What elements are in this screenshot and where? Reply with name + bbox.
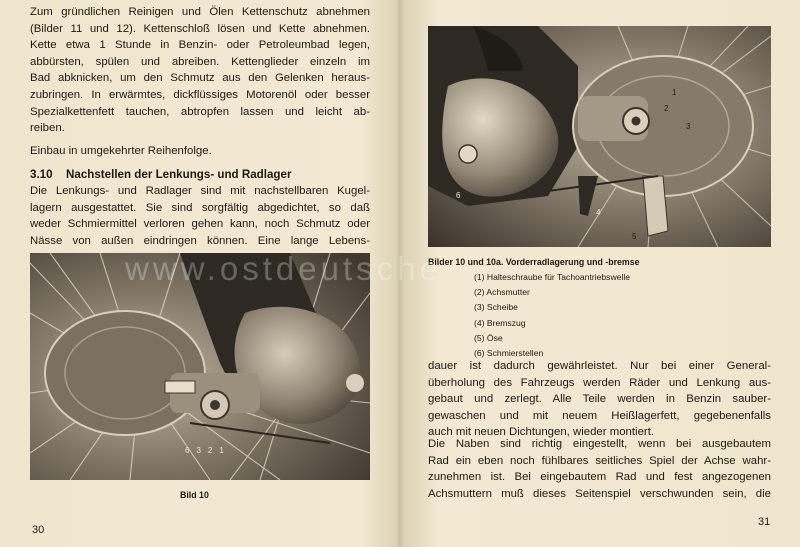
text-line: auch mit neuen Dichtungen, wieder montiert. [428,426,655,439]
callout-number: 4 [596,208,601,217]
right-page [402,0,800,547]
text-line: Die Naben sind richtig eingestellt, wenn bei ausgebautem [428,438,771,450]
page-number: 30 [32,524,45,536]
text-line: Einbau in umgekehrter Reihenfolge. [30,145,212,157]
page-number: 31 [758,516,771,528]
text-line: gebaut und zerlegt. Alle Teile werden in Benzin sauber- [428,393,771,406]
section-title: Nachstellen der Lenkungs- und Radlager [66,168,292,181]
text-line: abbürsten, spülen und abreiben. Kettenglieder einzeln im [30,55,370,68]
text-line: reiben. [30,122,65,135]
reassembly-note [30,143,370,160]
text-line: Zum gründlichen Reinigen und Ölen Kettenschutz abnehmen [30,6,370,18]
figure-legend [474,270,630,361]
text-line: Achsmuttern muß dieses Seitenspiel verschwunden sein, die [428,487,771,500]
hub-adjustment-paragraph [428,436,771,502]
figure-caption-title: Bilder 10 und 10a. Vorderradlagerung und -bremse [428,257,640,267]
section-number: 3.10 [30,168,53,181]
callout-number: 5 [632,232,637,241]
callout-number: 3 [686,122,691,131]
text-line: Kette etwa 1 Stunde in Benzin- oder Petroleumbad legen, [30,39,370,52]
callout-number: 2 [664,104,669,113]
callout-number: 3 [196,446,208,455]
text-line: Die Lenkungs- und Radlager sind mit nachstellbaren Kugel- [30,185,370,197]
text-line: Nässe von außen eindringen können. Eine lange Lebens- [30,234,370,247]
intro-paragraph [30,4,370,137]
legend-item: (2) Achsmutter [474,287,530,298]
front-brake-photo [428,26,771,247]
text-line: gewaschen und mit neuem Heißlagerfett, gegebenenfalls [428,409,771,422]
text-line: lagern ausgestattet. Sie sind sorgfältig abgedichtet, so daß [30,201,370,214]
left-page [0,0,398,547]
watermark: www.ostdeutsche [125,250,442,287]
callout-number: 2 [207,446,220,455]
section-paragraph [30,183,370,249]
text-line: Spezialkettenfett tauchen, abtropfen lassen und leicht ab- [30,105,370,118]
text-line: (Bilder 11 und 12). Kettenschloß lösen und Kette abnehmen. [30,22,370,35]
callout-number: 6 [456,191,461,200]
text-line: weder Schmiermittel verloren gehen kann, noch Schmutz oder [30,218,370,231]
callout-number: 6 [185,446,197,455]
legend-item: (1) Halteschraube für Tachoantriebswelle [474,272,631,282]
continuation-paragraph [428,358,771,441]
legend-item: (5) Öse [474,332,503,343]
text-line: Rad ein eben noch fühlbares seitliches Spiel der Achse wahr- [428,454,771,467]
callout-number: 1 [219,446,231,455]
legend-item: (3) Scheibe [474,302,518,313]
section-heading [30,168,291,181]
text-line: Bad abknicken, um den Schmutz aus den Gelenken heraus- [30,72,370,85]
callout-number: 1 [672,88,677,97]
legend-item: (6) Schmierstellen [474,348,544,359]
photo-caption: Bild 10 [180,490,209,500]
text-line: zubringen. In erwärmtes, dickflüssiges Motorenöl oder besser [30,88,370,101]
text-line: zunehmen ist. Bei eingebautem Rad und fest angezogenen [428,471,771,484]
legend-item: (4) Bremszug [474,317,526,328]
text-line: dauer ist dadurch gewährleistet. Nur bei einer General- [428,360,771,372]
front-hub-photo [30,253,370,480]
text-line: überholung des Fahrzeugs werden Räder und Lenkung aus- [428,376,771,389]
